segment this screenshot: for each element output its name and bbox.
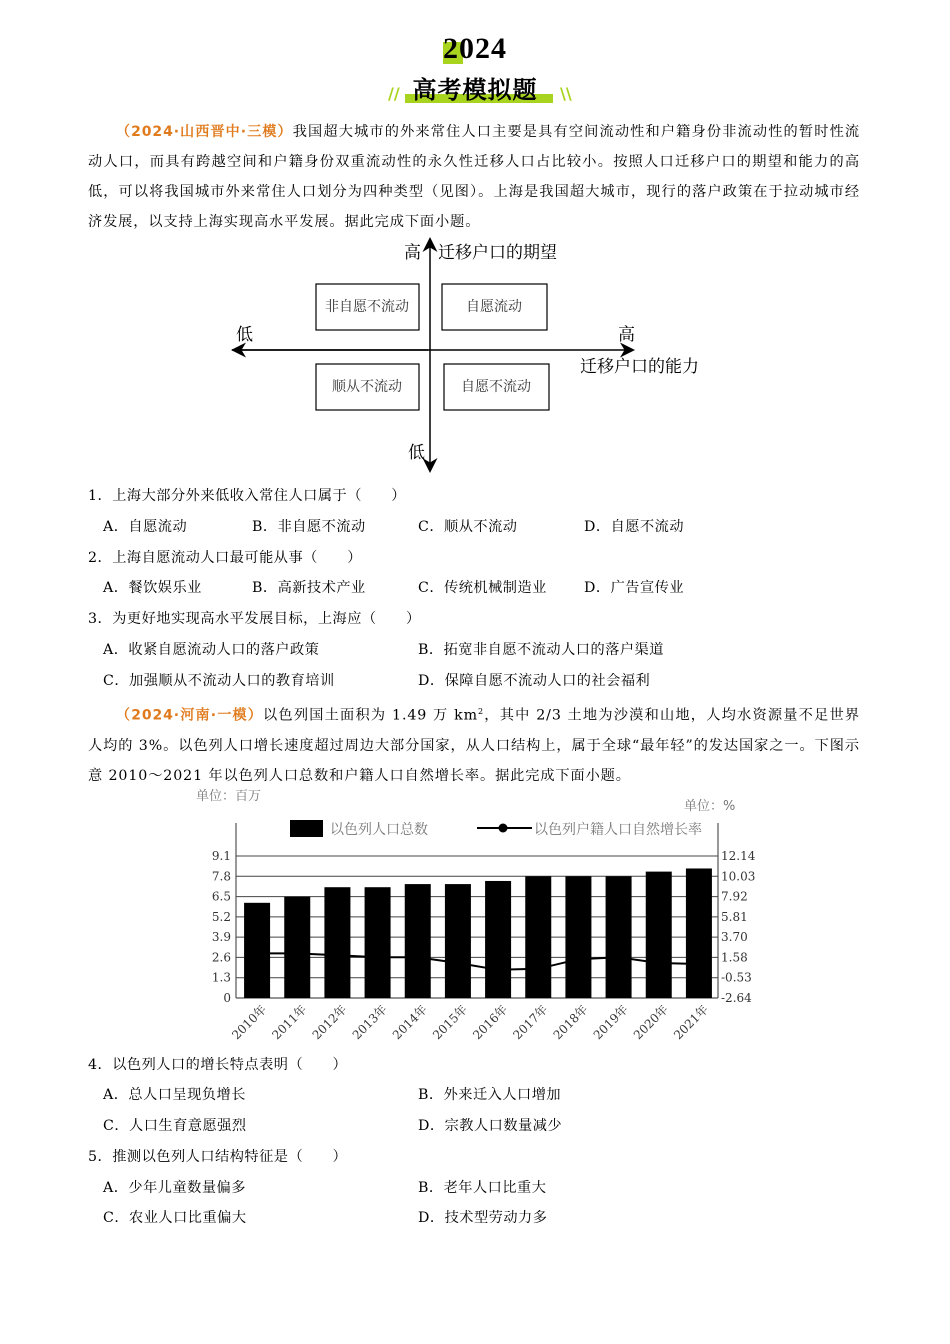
passage-2-text-b: ，其中 2/3 土地为沙漠和山地，人均水资源量不足世界人均的 3%。以色列人口增长速度超过周边大部分国家，从人口结构上，属于全球“最年轻”的发达国家之一。下图示意 2010～2021 年以色列人口总数和户籍人口自然增长率。据此完成下面小题。: [88, 707, 861, 784]
svg-text:2021年: 2021年: [671, 1002, 712, 1043]
quadrant-bottom-right: 自愿不流动: [461, 379, 531, 395]
superscript-2: 2: [477, 707, 484, 716]
q4-option-d[interactable]: D．宗教人口数量减少: [418, 1118, 563, 1134]
slash-decoration-right: \\: [560, 84, 572, 103]
svg-text:2013年: 2013年: [349, 1002, 390, 1043]
svg-text:7.8: 7.8: [211, 869, 231, 884]
q1-option-d[interactable]: D．自愿不流动: [584, 519, 685, 535]
page-title: 高考模拟题: [412, 76, 538, 104]
svg-text:0: 0: [223, 991, 231, 1005]
svg-text:-2.64: -2.64: [721, 991, 752, 1005]
q3-option-a[interactable]: A．收紧自愿流动人口的落户政策: [103, 642, 320, 658]
svg-text:1.58: 1.58: [721, 950, 748, 965]
svg-text:-0.53: -0.53: [721, 970, 752, 985]
svg-text:以色列户籍人口自然增长率: 以色列户籍人口自然增长率: [534, 822, 702, 838]
q5-option-d[interactable]: D．技术型劳动力多: [418, 1210, 548, 1226]
svg-text:2.6: 2.6: [211, 950, 231, 965]
q5-option-c[interactable]: C．农业人口比重偏大: [103, 1210, 247, 1226]
svg-text:2017年: 2017年: [510, 1002, 551, 1043]
svg-text:2014年: 2014年: [389, 1002, 430, 1043]
q2-option-c[interactable]: C．传统机械制造业: [418, 580, 547, 596]
q4-option-b[interactable]: B．外来迁入人口增加: [418, 1087, 562, 1103]
svg-text:12.14: 12.14: [721, 849, 756, 863]
x-axis-label: 迁移户口的能力: [580, 357, 699, 377]
svg-text:5.81: 5.81: [721, 909, 748, 924]
q1-option-a[interactable]: A．自愿流动: [103, 519, 188, 535]
question-1: 1．上海大部分外来低收入常住人口属于（ ）: [88, 488, 406, 504]
passage-2-source: （2024·河南·一模）: [116, 707, 263, 724]
page-year: 2024: [443, 32, 507, 65]
q4-option-c[interactable]: C．人口生育意愿强烈: [103, 1118, 247, 1134]
quadrant-top-right: 自愿流动: [466, 299, 522, 315]
passage-1-source: （2024·山西晋中·三模）: [116, 124, 293, 140]
population-chart: [190, 780, 770, 1050]
q1-option-c[interactable]: C．顺从不流动: [418, 519, 518, 535]
svg-text:10.03: 10.03: [721, 869, 756, 884]
svg-text:2015年: 2015年: [430, 1002, 471, 1043]
svg-text:1.3: 1.3: [211, 970, 231, 985]
question-3: 3．为更好地实现高水平发展目标，上海应（ ）: [88, 611, 421, 627]
question-5: 5．推测以色列人口结构特征是（ ）: [88, 1149, 348, 1165]
x-axis-high-label: 高: [618, 325, 635, 345]
question-2: 2．上海自愿流动人口最可能从事（ ）: [88, 550, 362, 566]
y-axis-low-label: 低: [408, 443, 425, 463]
q2-option-a[interactable]: A．餐饮娱乐业: [103, 580, 202, 596]
q5-option-b[interactable]: B．老年人口比重大: [418, 1180, 547, 1196]
passage-1: [88, 117, 860, 237]
svg-text:2010年: 2010年: [229, 1002, 270, 1043]
quadrant-top-left: 非自愿不流动: [325, 299, 409, 315]
svg-text:5.2: 5.2: [211, 909, 231, 924]
svg-text:3.70: 3.70: [721, 930, 748, 945]
quadrant-diagram: [228, 232, 728, 477]
svg-text:2016年: 2016年: [470, 1002, 511, 1043]
svg-text:3.9: 3.9: [211, 930, 231, 945]
passage-2-text-a: 以色列国土面积为 1.49 万 km: [263, 707, 478, 724]
svg-text:9.1: 9.1: [211, 849, 231, 863]
q4-option-a[interactable]: A．总人口呈现负增长: [103, 1087, 246, 1103]
svg-text:单位：百万: 单位：百万: [196, 789, 262, 804]
svg-text:7.92: 7.92: [721, 889, 748, 904]
slash-decoration-left: //: [388, 84, 400, 103]
y-axis-label: 迁移户口的期望: [438, 243, 557, 263]
svg-text:2018年: 2018年: [550, 1002, 591, 1043]
q3-option-d[interactable]: D．保障自愿不流动人口的社会福利: [418, 673, 651, 689]
quadrant-bottom-left: 顺从不流动: [332, 379, 402, 395]
svg-text:2019年: 2019年: [590, 1002, 631, 1043]
passage-1-text: 我国超大城市的外来常住人口主要是具有空间流动性和户籍身份非流动性的暂时性流动人口，而具有跨越空间和户籍身份双重流动性的永久性迁移人口占比较小。按照人口迁移户口的期望和能力的高低，可以将我国城市外来常住人口划分为四种类型（见图）。上海是我国超大城市，现行的落户政策在于拉动城市经济发展，以支持上海实现高水平发展。据此完成下面小题。: [88, 124, 860, 230]
q1-option-b[interactable]: B．非自愿不流动: [252, 519, 366, 535]
svg-text:6.5: 6.5: [211, 889, 231, 904]
q2-option-b[interactable]: B．高新技术产业: [252, 580, 366, 596]
passage-2: [88, 697, 860, 791]
svg-text:2020年: 2020年: [630, 1002, 671, 1043]
q3-option-c[interactable]: C．加强顺从不流动人口的教育培训: [103, 673, 335, 689]
question-4: 4．以色列人口的增长特点表明（ ）: [88, 1057, 348, 1073]
q3-option-b[interactable]: B．拓宽非自愿不流动人口的落户渠道: [418, 642, 664, 658]
svg-text:单位：%: 单位：%: [684, 799, 736, 814]
svg-text:2012年: 2012年: [309, 1002, 350, 1043]
svg-text:2011年: 2011年: [269, 1002, 310, 1043]
q5-option-a[interactable]: A．少年儿童数量偏多: [103, 1180, 246, 1196]
y-axis-high-label: 高: [404, 243, 421, 263]
q2-option-d[interactable]: D．广告宣传业: [584, 580, 685, 596]
x-axis-low-label: 低: [236, 325, 253, 345]
svg-text:以色列人口总数: 以色列人口总数: [330, 822, 428, 838]
